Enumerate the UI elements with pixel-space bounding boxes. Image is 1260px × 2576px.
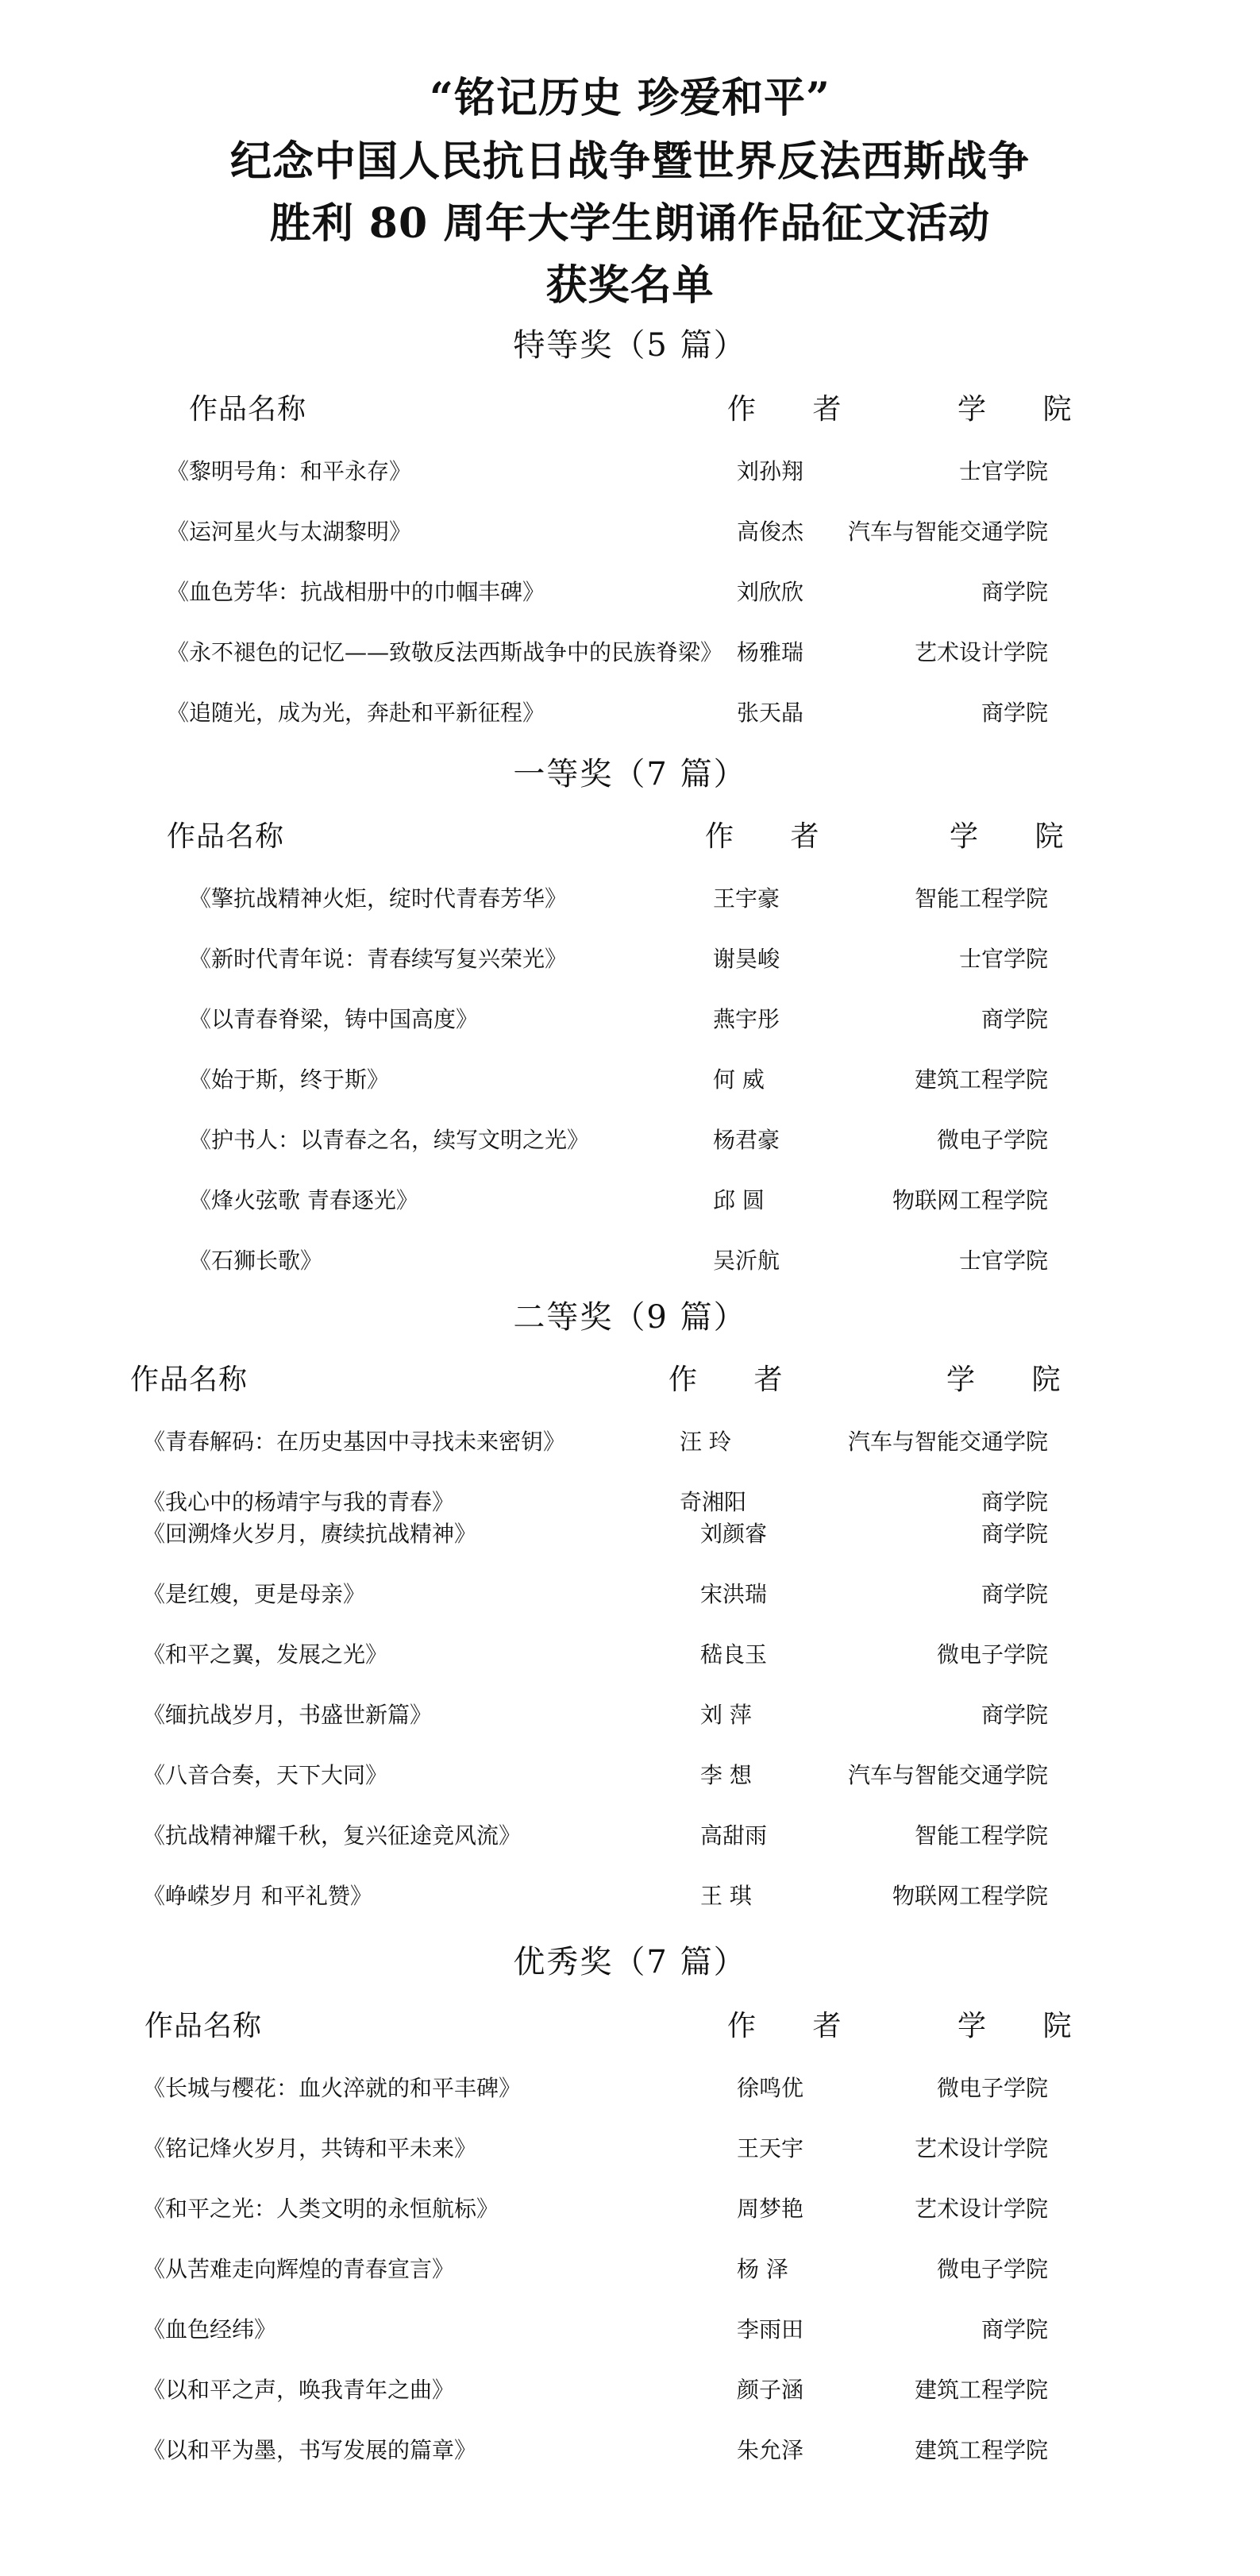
column-header-work: 作品名称 <box>144 2010 263 2042</box>
row-work: 《以和平为墨，书写发展的篇章》 <box>143 2437 477 2463</box>
row-author: 周梦艳 <box>737 2196 804 2222</box>
row-author: 杨君豪 <box>713 1127 780 1153</box>
row-author: 杨雅瑞 <box>737 639 804 665</box>
row-college: 汽车与智能交通学院 <box>847 519 1048 545</box>
row-college: 建筑工程学院 <box>914 2377 1048 2403</box>
row-work: 《烽火弦歌 青春逐光》 <box>189 1187 418 1213</box>
section-heading-excellence: 优秀奖（7 篇） <box>513 1944 747 1980</box>
row-college: 微电子学院 <box>936 1127 1048 1153</box>
row-work: 《是红嫂，更是母亲》 <box>143 1581 366 1607</box>
row-college: 士官学院 <box>958 1248 1048 1274</box>
row-work: 《长城与樱花：血火淬就的和平丰碑》 <box>143 2075 522 2101</box>
row-work: 《从苦难走向辉煌的青春宣言》 <box>143 2256 455 2282</box>
row-work: 《以青春脊梁，铸中国高度》 <box>189 1006 479 1032</box>
column-header-author: 作 者 <box>705 820 843 853</box>
row-college: 商学院 <box>981 1006 1048 1032</box>
row-work: 《回溯烽火岁月，赓续抗战精神》 <box>143 1521 477 1547</box>
column-header-work: 作品名称 <box>167 820 285 853</box>
title-line-4: 获奖名单 <box>545 261 715 310</box>
row-work: 《运河星火与太湖黎明》 <box>167 519 412 545</box>
row-work: 《和平之翼，发展之光》 <box>143 1641 388 1668</box>
column-header-college: 学 院 <box>946 1363 1085 1396</box>
row-work: 《我心中的杨靖宇与我的青春》 <box>143 1489 455 1515</box>
row-work: 《始于斯，终于斯》 <box>189 1066 390 1093</box>
row-college: 汽车与智能交通学院 <box>847 1762 1048 1788</box>
row-college: 物联网工程学院 <box>892 1187 1048 1213</box>
row-work: 《新时代青年说：青春续写复兴荣光》 <box>189 946 568 972</box>
row-college: 微电子学院 <box>936 2256 1048 2282</box>
row-work: 《青春解码：在历史基因中寻找未来密钥》 <box>143 1429 566 1455</box>
row-author: 吴沂航 <box>713 1248 780 1274</box>
row-work: 《护书人：以青春之名，续写文明之光》 <box>189 1127 590 1153</box>
row-college: 商学院 <box>981 700 1048 726</box>
row-college: 商学院 <box>981 2316 1048 2343</box>
row-college: 商学院 <box>981 1489 1048 1515</box>
row-college: 物联网工程学院 <box>892 1883 1048 1909</box>
row-author: 王宇豪 <box>713 885 780 912</box>
title-line-1: “铭记历史 珍爱和平” <box>430 74 830 122</box>
row-author: 刘孙翔 <box>737 458 804 484</box>
row-author: 王 琪 <box>700 1883 752 1909</box>
row-college: 商学院 <box>981 1702 1048 1728</box>
row-author: 王天宇 <box>737 2135 804 2161</box>
row-author: 刘颜睿 <box>700 1521 768 1547</box>
row-work: 《缅抗战岁月，书盛世新篇》 <box>143 1702 433 1728</box>
row-work: 《铭记烽火岁月，共铸和平未来》 <box>143 2135 477 2161</box>
row-college: 商学院 <box>981 1521 1048 1547</box>
row-work: 《血色芳华：抗战相册中的巾帼丰碑》 <box>167 579 545 605</box>
section-heading-special: 特等奖（5 篇） <box>513 327 747 364</box>
row-college: 微电子学院 <box>936 1641 1048 1668</box>
row-college: 商学院 <box>981 579 1048 605</box>
row-work: 《追随光，成为光，奔赴和平新征程》 <box>167 700 545 726</box>
row-college: 艺术设计学院 <box>914 2196 1048 2222</box>
row-work: 《抗战精神耀千秋，复兴征途竞风流》 <box>143 1822 522 1849</box>
column-header-college: 学 院 <box>958 393 1096 426</box>
row-college: 建筑工程学院 <box>914 1066 1048 1093</box>
row-author: 颜子涵 <box>737 2377 804 2403</box>
row-work: 《峥嵘岁月 和平礼赞》 <box>143 1883 372 1909</box>
row-author: 谢昊峻 <box>713 946 780 972</box>
row-author: 徐鸣优 <box>737 2075 804 2101</box>
row-author: 宋洪瑞 <box>700 1581 768 1607</box>
row-author: 朱允泽 <box>737 2437 804 2463</box>
row-work: 《八音合奏，天下大同》 <box>143 1762 388 1788</box>
row-college: 汽车与智能交通学院 <box>847 1429 1048 1455</box>
section-heading-second: 二等奖（9 篇） <box>513 1299 747 1336</box>
row-author: 张天晶 <box>737 700 804 726</box>
row-work: 《血色经纬》 <box>143 2316 277 2343</box>
row-author: 燕宇彤 <box>713 1006 780 1032</box>
row-author: 嵇良玉 <box>700 1641 768 1668</box>
row-college: 智能工程学院 <box>914 885 1048 912</box>
row-author: 奇湘阳 <box>680 1489 747 1515</box>
column-header-work: 作品名称 <box>189 393 307 426</box>
row-work: 《石狮长歌》 <box>189 1248 323 1274</box>
row-college: 智能工程学院 <box>914 1822 1048 1849</box>
row-work: 《和平之光：人类文明的永恒航标》 <box>143 2196 499 2222</box>
row-college: 士官学院 <box>958 458 1048 484</box>
column-header-author: 作 者 <box>727 393 865 426</box>
row-college: 艺术设计学院 <box>914 639 1048 665</box>
row-author: 杨 泽 <box>737 2256 788 2282</box>
row-college: 商学院 <box>981 1581 1048 1607</box>
row-work: 《永不褪色的记忆——致敬反法西斯战争中的民族脊梁》 <box>167 639 723 665</box>
column-header-college: 学 院 <box>958 2010 1096 2042</box>
column-header-college: 学 院 <box>950 820 1088 853</box>
row-author: 李 想 <box>700 1762 752 1788</box>
row-author: 何 威 <box>713 1066 765 1093</box>
row-author: 李雨田 <box>737 2316 804 2343</box>
row-work: 《擎抗战精神火炬，绽时代青春芳华》 <box>189 885 568 912</box>
row-author: 高甜雨 <box>700 1822 768 1849</box>
row-author: 刘 萍 <box>700 1702 752 1728</box>
row-author: 汪 玲 <box>680 1429 731 1455</box>
row-college: 士官学院 <box>958 946 1048 972</box>
row-author: 邱 圆 <box>713 1187 765 1213</box>
row-college: 建筑工程学院 <box>914 2437 1048 2463</box>
row-work: 《以和平之声，唤我青年之曲》 <box>143 2377 455 2403</box>
column-header-author: 作 者 <box>727 2010 865 2042</box>
row-college: 艺术设计学院 <box>914 2135 1048 2161</box>
section-heading-first: 一等奖（7 篇） <box>513 756 747 792</box>
row-author: 刘欣欣 <box>737 579 804 605</box>
row-college: 微电子学院 <box>936 2075 1048 2101</box>
column-header-work: 作品名称 <box>130 1363 249 1396</box>
title-line-2: 纪念中国人民抗日战争暨世界反法西斯战争 <box>229 137 1030 186</box>
row-author: 高俊杰 <box>737 519 804 545</box>
title-line-3: 胜利 80 周年大学生朗诵作品征文活动 <box>269 199 991 248</box>
column-header-author: 作 者 <box>669 1363 807 1396</box>
row-work: 《黎明号角：和平永存》 <box>167 458 412 484</box>
